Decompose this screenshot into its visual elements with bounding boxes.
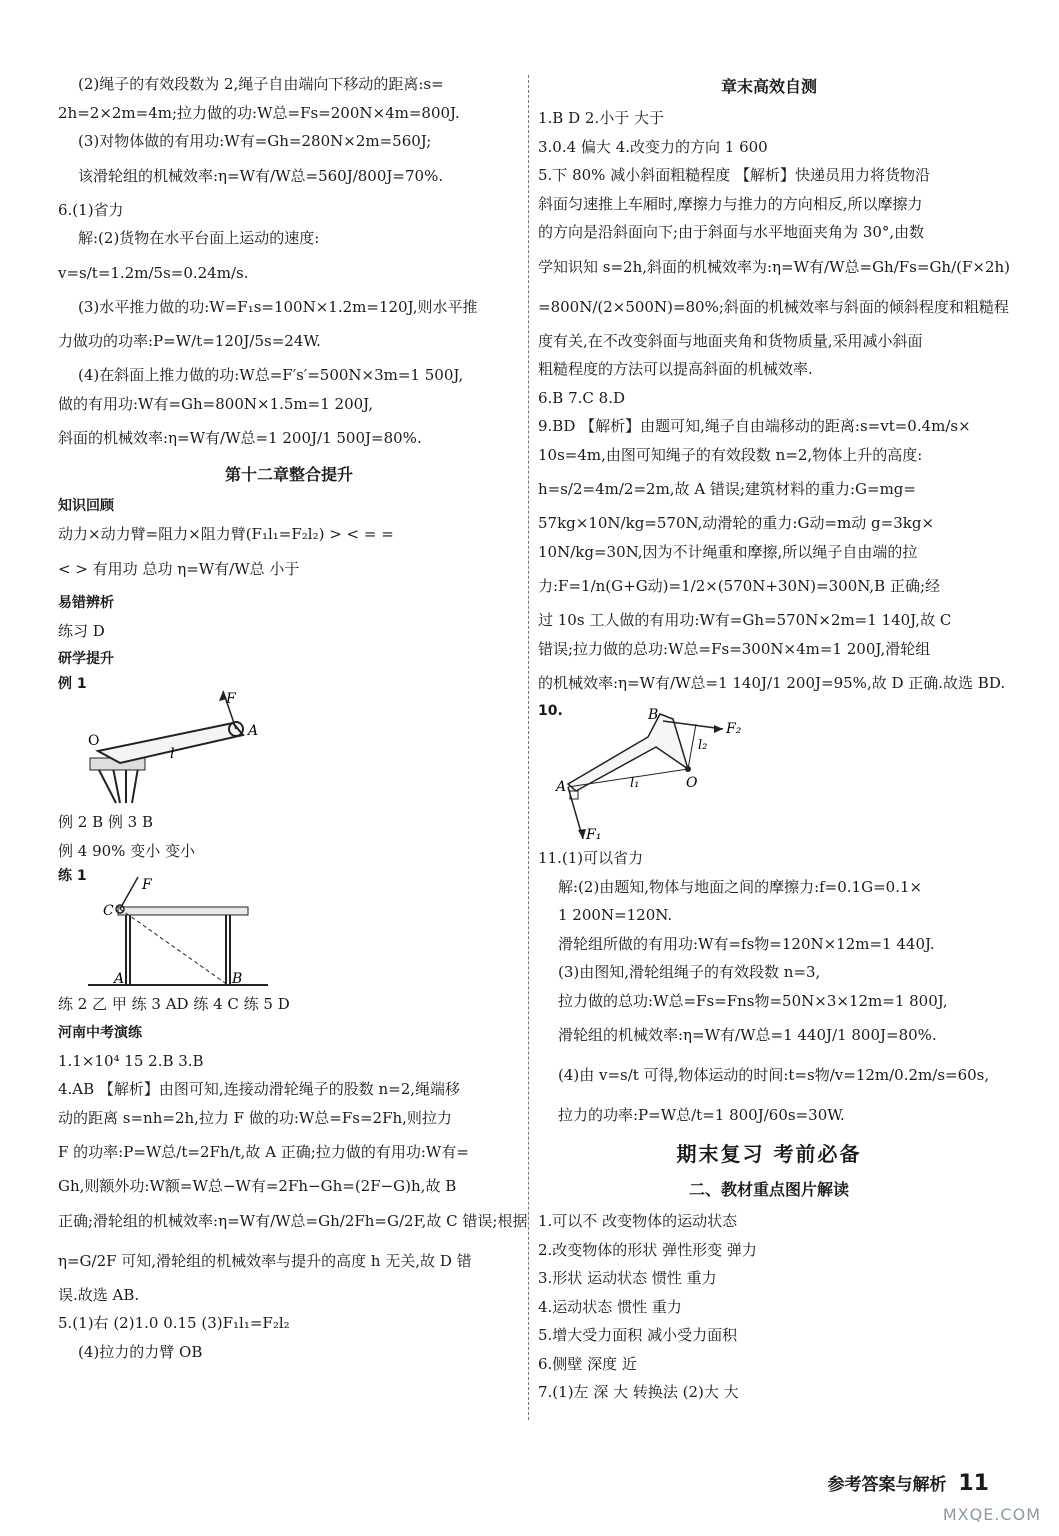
page-number: 11 [958, 1471, 989, 1496]
text-line: 正确;滑轮组的机械效率:η=W有/W总=Gh/2Fh=G/2F,故 C 错误;根据 [58, 1211, 528, 1230]
text-line: 3.形状 运动状态 惯性 重力 [538, 1269, 717, 1287]
text-line: 错误;拉力做的总功:W总=Fs=300N×4m=1 200J,滑轮组 [538, 639, 931, 658]
text-line: 练习 D [58, 621, 105, 640]
text-line: 解:(2)货物在水平台面上运动的速度: [78, 229, 320, 247]
text-line: 拉力做的总功:W总=Fs=Fns物=50N×3×12m=1 800J, [558, 991, 948, 1010]
text-line: (4)拉力的力臂 OB [78, 1342, 203, 1361]
figure-label: 练 1 [58, 868, 87, 884]
text-line: 斜面匀速推上车厢时,摩擦力与推力的方向相反,所以摩擦力 [538, 194, 923, 213]
figure-label: 例 1 [58, 676, 87, 692]
section-title: 章末高效自测 [720, 77, 817, 96]
text-line: 力做功的功率:P=W/t=120J/5s=24W. [58, 332, 321, 350]
text-line: Gh,则额外功:W额=W总−W有=2Fh−Gh=(2F−G)h,故 B [58, 1177, 457, 1195]
text-line: 练 2 乙 甲 练 3 AD 练 4 C 练 5 D [58, 995, 290, 1013]
page-footer [827, 1470, 989, 1496]
watermark: MXQE.COM [942, 1505, 1041, 1524]
text-line: 例 2 B 例 3 B [58, 813, 153, 831]
text-line: F 的功率:P=W总/t=2Fh/t,故 A 正确;拉力做的有用功:W有= [58, 1143, 469, 1161]
text-line: 做的有用功:W有=Gh=800N×1.5m=1 200J, [58, 394, 374, 413]
text-line: < > 有用功 总功 η=W有/W总 小于 [58, 559, 300, 578]
text-line: 解:(2)由题知,物体与地面之间的摩擦力:f=0.1G=0.1× [558, 877, 923, 896]
text-line: 1.1×10⁴ 15 2.B 3.B [58, 1051, 204, 1070]
text-line: 力:F=1/n(G+G动)=1/2×(570N+30N)=300N,B 正确;经 [538, 577, 941, 595]
label-A: A [248, 723, 259, 739]
figure-example-1 [58, 673, 520, 808]
text-line: (2)绳子的有效段数为 2,绳子自由端向下移动的距离:s= [78, 75, 444, 93]
text-line: 7.(1)左 深 大 转换法 (2)大 大 [538, 1383, 739, 1401]
text-line: 57kg×10N/kg=570N,动滑轮的重力:G动=m动 g=3kg× [538, 514, 935, 532]
figure-10 [538, 703, 1000, 844]
text-line: 6.(1)省力 [58, 200, 124, 219]
text-line: 拉力的功率:P=W总/t=1 800J/60s=30W. [558, 1106, 845, 1124]
footer-label: 参考答案与解析 [827, 1475, 947, 1495]
label-C: C [103, 903, 114, 919]
section-heading: 研学提升 [58, 651, 114, 667]
text-line: 5.(1)右 (2)1.0 0.15 (3)F₁l₁=F₂l₂ [58, 1314, 290, 1332]
lever-diagram [58, 693, 278, 808]
text-line: 学知识知 s=2h,斜面的机械效率为:η=W有/W总=Gh/Fs=Gh/(F×2h) [538, 257, 1011, 276]
text-line: 4.运动状态 惯性 重力 [538, 1297, 682, 1316]
label-F: F [226, 691, 236, 707]
left-column [58, 70, 528, 1366]
text-line: η=G/2F 可知,滑轮组的机械效率与提升的高度 h 无关,故 D 错 [58, 1251, 472, 1270]
text-line: 1.可以不 改变物体的运动状态 [538, 1212, 738, 1230]
final-review-title: 期末复习 考前必备 [676, 1142, 862, 1166]
text-line: 该滑轮组的机械效率:η=W有/W总=560J/800J=70%. [78, 166, 444, 185]
text-line: 6.B 7.C 8.D [538, 388, 625, 407]
text-line: 5.下 80% 减小斜面粗糙程度 【解析】快递员用力将货物沿 [538, 166, 930, 184]
text-line: 例 4 90% 变小 变小 [58, 841, 195, 860]
text-line: (4)由 v=s/t 可得,物体运动的时间:t=s物/v=12m/0.2m/s=60s, [558, 1066, 990, 1084]
text-line: 过 10s 工人做的有用功:W有=Gh=570N×2m=1 140J,故 C [538, 611, 952, 629]
label-l2: l₂ [698, 738, 708, 753]
text-line: 粗糙程度的方法可以提高斜面的机械效率. [538, 360, 813, 378]
text-line: 1 200N=120N. [558, 906, 673, 924]
label-l: l [170, 746, 175, 762]
label-O: O [686, 775, 698, 791]
text-line: 4.AB 【解析】由图可知,连接动滑轮绳子的股数 n=2,绳端移 [58, 1080, 461, 1098]
section-heading: 易错辨析 [58, 594, 114, 611]
text-line: 滑轮组所做的有用功:W有=fs物=120N×12m=1 440J. [558, 934, 935, 953]
text-line: 2.改变物体的形状 弹性形变 弹力 [538, 1240, 757, 1259]
chapter-title: 第十二章整合提升 [224, 465, 353, 484]
final-review-subtitle: 二、教材重点图片解读 [688, 1180, 849, 1199]
text-line: 10N/kg=30N,因为不计绳重和摩擦,所以绳子自由端的拉 [538, 542, 918, 561]
label-F: F [142, 877, 152, 893]
text-line: 5.增大受力面积 减小受力面积 [538, 1326, 738, 1344]
text-line: (3)水平推力做的功:W=F₁s=100N×1.2m=120J,则水平推 [78, 297, 478, 316]
text-line: 度有关,在不改变斜面与地面夹角和货物质量,采用减小斜面 [538, 331, 923, 350]
table-lever-diagram [58, 877, 278, 990]
text-line: 11.(1)可以省力 [538, 849, 644, 867]
text-line: 的方向是沿斜面向下;由于斜面与水平地面夹角为 30°,由数 [538, 223, 925, 241]
label-A: A [114, 971, 125, 987]
text-line: 6.侧壁 深度 近 [538, 1354, 637, 1373]
right-column [538, 70, 1011, 1407]
figure-lian-1 [58, 865, 520, 990]
text-line: 10s=4m,由图可知绳子的有效段数 n=2,物体上升的高度: [538, 445, 923, 464]
section-heading: 知识回顾 [58, 498, 114, 514]
text-line: (4)在斜面上推力做的功:W总=F′s′=500N×3m=1 500J, [78, 366, 464, 384]
text-line: 的机械效率:η=W有/W总=1 140J/1 200J=95%,故 D 正确.故选 BD. [538, 674, 1006, 692]
text-line: 滑轮组的机械效率:η=W有/W总=1 440J/1 800J=80%. [558, 1026, 937, 1044]
section-heading: 河南中考演练 [58, 1024, 142, 1041]
text-line: 误.故选 AB. [58, 1285, 140, 1304]
text-line: 3.0.4 偏大 4.改变力的方向 1 600 [538, 137, 768, 156]
text-line: =800N/(2×500N)=80%;斜面的机械效率与斜面的倾斜程度和粗糙程 [538, 297, 1009, 316]
figure-label: 10. [538, 703, 563, 719]
label-F2: F₂ [726, 721, 742, 737]
text-line: (3)由图知,滑轮组绳子的有效段数 n=3, [558, 963, 821, 981]
column-divider [528, 75, 529, 1420]
text-line: 动力×动力臂=阻力×阻力臂(F₁l₁=F₂l₂) > < = = [58, 525, 394, 543]
text-line: 2h=2×2m=4m;拉力做的功:W总=Fs=200N×4m=800J. [58, 103, 460, 122]
label-B: B [648, 707, 659, 723]
text-line: (3)对物体做的有用功:W有=Gh=280N×2m=560J; [78, 132, 432, 150]
label-A: A [556, 779, 567, 795]
text-line: 9.BD 【解析】由题可知,绳子自由端移动的距离:s=vt=0.4m/s× [538, 417, 971, 435]
text-line: 1.B D 2.小于 大于 [538, 109, 664, 127]
label-F1: F₁ [586, 827, 602, 843]
text-line: v=s/t=1.2m/5s=0.24m/s. [58, 263, 249, 282]
text-line: 斜面的机械效率:η=W有/W总=1 200J/1 500J=80%. [58, 429, 422, 447]
text-line: h=s/2=4m/2=2m,故 A 错误;建筑材料的重力:G=mg= [538, 480, 916, 498]
text-line: 动的距离 s=nh=2h,拉力 F 做的功:W总=Fs=2Fh,则拉力 [58, 1108, 452, 1127]
label-O: O [88, 733, 100, 749]
label-B: B [232, 971, 243, 987]
label-l1: l₁ [630, 776, 640, 791]
